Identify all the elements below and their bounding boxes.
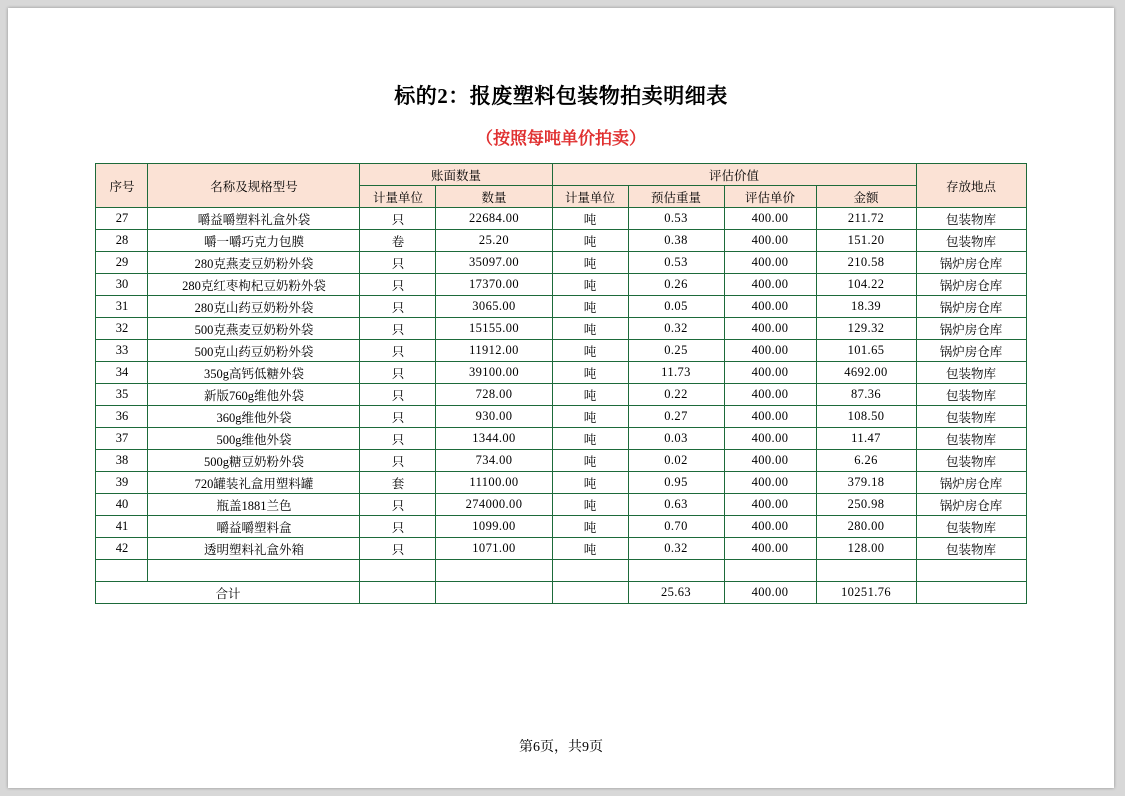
cell-unit-price: 400.00 [724,472,816,494]
cell-unit-price: 400.00 [724,252,816,274]
cell-est-weight: 0.32 [628,538,724,560]
column-header-unit2: 计量单位 [552,186,628,208]
cell-name: 280克山药豆奶粉外袋 [148,296,360,318]
cell-quantity: 274000.00 [436,494,552,516]
cell-amount: 129.32 [816,318,916,340]
cell-unit-price: 400.00 [724,274,816,296]
total-location [916,582,1026,604]
cell-unit2: 吨 [552,450,628,472]
table-row-total [96,582,1026,604]
table-body [96,208,1026,604]
table-row [96,494,1026,516]
table-row [96,384,1026,406]
cell-name: 嚼一嚼巧克力包膜 [148,230,360,252]
cell-unit-price: 400.00 [724,230,816,252]
cell-amount: 280.00 [816,516,916,538]
column-header-location: 存放地点 [916,164,1026,208]
cell-quantity: 11100.00 [436,472,552,494]
cell-unit-price-blank [724,560,816,582]
cell-unit2: 吨 [552,428,628,450]
cell-unit2: 吨 [552,472,628,494]
cell-location: 锅炉房仓库 [916,494,1026,516]
cell-location: 包装物库 [916,208,1026,230]
cell-unit1: 只 [360,450,436,472]
cell-quantity: 39100.00 [436,362,552,384]
table-container [8,163,1114,604]
total-est-weight: 25.63 [628,582,724,604]
cell-name: 嚼益嚼塑料礼盒外袋 [148,208,360,230]
cell-name: 720罐装礼盒用塑料罐 [148,472,360,494]
cell-unit1: 只 [360,318,436,340]
cell-name: 350g高钙低糖外袋 [148,362,360,384]
cell-seq: 40 [96,494,148,516]
cell-unit1-blank [360,560,436,582]
cell-unit-price: 400.00 [724,362,816,384]
cell-est-weight: 11.73 [628,362,724,384]
total-unit2 [552,582,628,604]
group-header-book-quantity: 账面数量 [360,164,552,186]
cell-location: 锅炉房仓库 [916,318,1026,340]
table-row [96,230,1026,252]
cell-amount: 128.00 [816,538,916,560]
cell-amount: 151.20 [816,230,916,252]
cell-amount: 18.39 [816,296,916,318]
cell-amount-blank [816,560,916,582]
column-header-seq: 序号 [96,164,148,208]
cell-seq: 38 [96,450,148,472]
total-label: 合计 [96,582,360,604]
page-footer: 第6页，共9页 [519,740,603,755]
cell-quantity: 734.00 [436,450,552,472]
cell-quantity: 930.00 [436,406,552,428]
cell-location: 包装物库 [916,384,1026,406]
cell-name-blank [148,560,360,582]
column-header-est-weight: 预估重量 [628,186,724,208]
cell-location: 锅炉房仓库 [916,296,1026,318]
cell-est-weight: 0.53 [628,252,724,274]
cell-amount: 87.36 [816,384,916,406]
cell-est-weight: 0.05 [628,296,724,318]
cell-quantity: 728.00 [436,384,552,406]
cell-est-weight: 0.95 [628,472,724,494]
cell-unit1: 只 [360,538,436,560]
cell-location: 包装物库 [916,450,1026,472]
cell-location: 锅炉房仓库 [916,340,1026,362]
cell-unit1: 只 [360,428,436,450]
cell-quantity: 1099.00 [436,516,552,538]
page-title: 标的2：报废塑料包装物拍卖明细表 [394,84,728,108]
group-header-appraised-value: 评估价值 [552,164,916,186]
cell-amount: 211.72 [816,208,916,230]
table-row [96,274,1026,296]
cell-unit-price: 400.00 [724,384,816,406]
cell-unit1: 只 [360,274,436,296]
cell-seq: 41 [96,516,148,538]
cell-amount: 379.18 [816,472,916,494]
cell-location-blank [916,560,1026,582]
cell-unit1: 只 [360,296,436,318]
cell-seq-blank [96,560,148,582]
table-row [96,208,1026,230]
table-row [96,428,1026,450]
cell-amount: 4692.00 [816,362,916,384]
total-unit1 [360,582,436,604]
cell-name: 新版760g维他外袋 [148,384,360,406]
cell-name: 透明塑料礼盒外箱 [148,538,360,560]
cell-quantity: 3065.00 [436,296,552,318]
cell-unit1: 卷 [360,230,436,252]
cell-location: 包装物库 [916,538,1026,560]
cell-unit-price: 400.00 [724,318,816,340]
cell-unit1: 只 [360,252,436,274]
table-row-blank [96,560,1026,582]
cell-est-weight: 0.26 [628,274,724,296]
cell-est-weight: 0.32 [628,318,724,340]
cell-unit1: 只 [360,494,436,516]
cell-seq: 37 [96,428,148,450]
cell-seq: 39 [96,472,148,494]
cell-name: 360g维他外袋 [148,406,360,428]
cell-amount: 210.58 [816,252,916,274]
cell-unit-price: 400.00 [724,450,816,472]
table-row [96,362,1026,384]
cell-unit2: 吨 [552,274,628,296]
cell-unit1: 只 [360,340,436,362]
table-row [96,472,1026,494]
table-row [96,296,1026,318]
cell-name: 280克红枣枸杞豆奶粉外袋 [148,274,360,296]
table-row [96,538,1026,560]
cell-unit-price: 400.00 [724,406,816,428]
cell-seq: 30 [96,274,148,296]
cell-unit2: 吨 [552,362,628,384]
cell-unit2: 吨 [552,296,628,318]
cell-seq: 42 [96,538,148,560]
cell-seq: 33 [96,340,148,362]
cell-name: 500克燕麦豆奶粉外袋 [148,318,360,340]
cell-quantity-blank [436,560,552,582]
table-row [96,450,1026,472]
cell-unit-price: 400.00 [724,428,816,450]
cell-name: 500g糖豆奶粉外袋 [148,450,360,472]
page-subtitle: （按照每吨单价拍卖） [476,129,646,148]
cell-amount: 101.65 [816,340,916,362]
cell-quantity: 1071.00 [436,538,552,560]
cell-location: 包装物库 [916,362,1026,384]
column-header-unit1: 计量单位 [360,186,436,208]
cell-amount: 108.50 [816,406,916,428]
total-unit-price: 400.00 [724,582,816,604]
cell-seq: 29 [96,252,148,274]
cell-unit-price: 400.00 [724,494,816,516]
column-header-quantity: 数量 [436,186,552,208]
document-page [8,8,1114,788]
cell-name: 500g维他外袋 [148,428,360,450]
cell-est-weight: 0.27 [628,406,724,428]
cell-amount: 250.98 [816,494,916,516]
cell-quantity: 25.20 [436,230,552,252]
cell-unit2: 吨 [552,384,628,406]
cell-seq: 34 [96,362,148,384]
cell-amount: 104.22 [816,274,916,296]
cell-seq: 27 [96,208,148,230]
table-row [96,318,1026,340]
cell-seq: 28 [96,230,148,252]
cell-unit2: 吨 [552,252,628,274]
table-header [96,164,1026,208]
cell-unit2: 吨 [552,538,628,560]
cell-quantity: 22684.00 [436,208,552,230]
cell-location: 锅炉房仓库 [916,252,1026,274]
cell-unit1: 只 [360,384,436,406]
cell-est-weight: 0.38 [628,230,724,252]
auction-detail-table [95,163,1026,604]
cell-unit-price: 400.00 [724,538,816,560]
cell-unit-price: 400.00 [724,296,816,318]
header-row-top [96,164,1026,186]
cell-unit1: 只 [360,406,436,428]
cell-seq: 32 [96,318,148,340]
cell-est-weight: 0.22 [628,384,724,406]
cell-unit2: 吨 [552,318,628,340]
cell-est-weight: 0.70 [628,516,724,538]
cell-quantity: 17370.00 [436,274,552,296]
table-row [96,340,1026,362]
cell-quantity: 11912.00 [436,340,552,362]
cell-unit2: 吨 [552,494,628,516]
cell-est-weight: 0.02 [628,450,724,472]
cell-name: 280克燕麦豆奶粉外袋 [148,252,360,274]
cell-name: 嚼益嚼塑料盒 [148,516,360,538]
cell-quantity: 1344.00 [436,428,552,450]
total-amount: 10251.76 [816,582,916,604]
cell-unit-price: 400.00 [724,516,816,538]
cell-location: 包装物库 [916,516,1026,538]
cell-amount: 11.47 [816,428,916,450]
cell-location: 包装物库 [916,230,1026,252]
cell-unit1: 套 [360,472,436,494]
cell-location: 包装物库 [916,406,1026,428]
column-header-name-spec: 名称及规格型号 [148,164,360,208]
table-row [96,252,1026,274]
cell-seq: 35 [96,384,148,406]
cell-est-weight: 0.63 [628,494,724,516]
cell-unit1: 只 [360,516,436,538]
cell-quantity: 15155.00 [436,318,552,340]
cell-est-weight-blank [628,560,724,582]
cell-unit2: 吨 [552,340,628,362]
table-row [96,406,1026,428]
cell-unit2: 吨 [552,516,628,538]
cell-quantity: 35097.00 [436,252,552,274]
column-header-amount: 金额 [816,186,916,208]
total-quantity [436,582,552,604]
cell-seq: 31 [96,296,148,318]
cell-name: 500克山药豆奶粉外袋 [148,340,360,362]
cell-unit2: 吨 [552,406,628,428]
cell-unit2: 吨 [552,230,628,252]
cell-est-weight: 0.25 [628,340,724,362]
cell-unit2: 吨 [552,208,628,230]
cell-unit2-blank [552,560,628,582]
cell-amount: 6.26 [816,450,916,472]
cell-location: 锅炉房仓库 [916,274,1026,296]
cell-est-weight: 0.03 [628,428,724,450]
cell-est-weight: 0.53 [628,208,724,230]
cell-location: 锅炉房仓库 [916,472,1026,494]
cell-name: 瓶盖1881兰色 [148,494,360,516]
cell-unit1: 只 [360,208,436,230]
cell-location: 包装物库 [916,428,1026,450]
column-header-unit-price: 评估单价 [724,186,816,208]
cell-unit-price: 400.00 [724,208,816,230]
cell-unit1: 只 [360,362,436,384]
cell-unit-price: 400.00 [724,340,816,362]
table-row [96,516,1026,538]
cell-seq: 36 [96,406,148,428]
